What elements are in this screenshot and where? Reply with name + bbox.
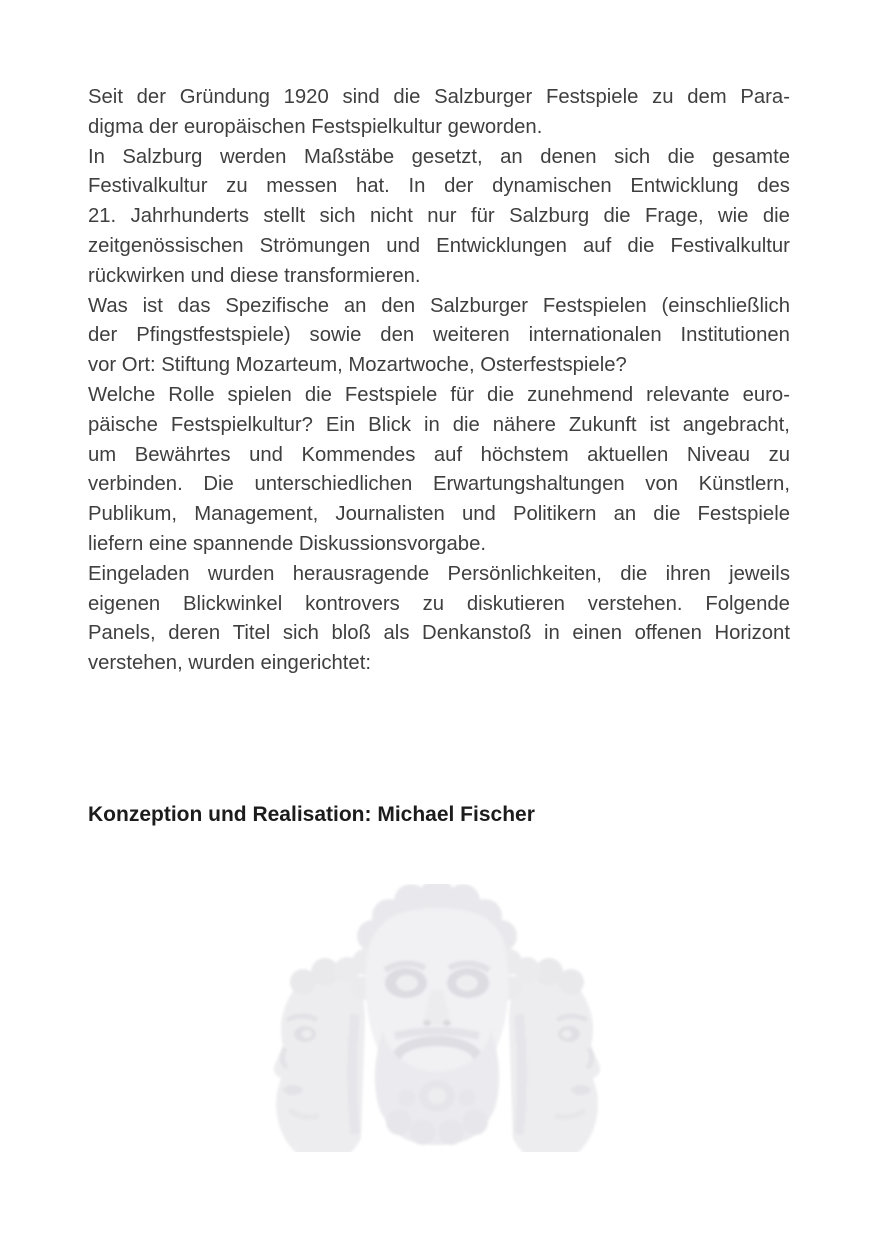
text-line: Welche Rolle spielen die Festspiele für die zunehmend relevante euro- <box>88 383 790 406</box>
text-line: zeitgenössischen Strömungen und Entwicklungen auf die Festivalkultur <box>88 234 790 257</box>
text-line: 21. Jahrhunderts stellt sich nicht nur für Salzburg die Frage, wie die <box>88 205 790 228</box>
text-line: Was ist das Spezifische an den Salzburger Festspielen (einschließlich <box>88 294 790 317</box>
text-line: päische Festspielkultur? Ein Blick in die nähere Zukunft ist angebracht, <box>88 413 790 436</box>
theatre-masks-icon <box>261 884 613 1152</box>
theatre-masks-image <box>261 884 613 1152</box>
text-line: rückwirken und diese transformieren. <box>88 264 421 287</box>
text-line: Panels, deren Titel sich bloß als Denkanstoß in einen offenen Horizont <box>88 622 790 645</box>
credit-line: Konzeption und Realisation: Michael Fischer <box>88 803 535 826</box>
paragraph-4 <box>88 381 790 560</box>
text-line: um Bewährtes und Kommendes auf höchstem aktuellen Niveau zu <box>88 443 790 466</box>
text-line: verbinden. Die unterschiedlichen Erwartungshaltungen von Künstlern, <box>88 473 790 496</box>
text-line: liefern eine spannende Diskussionsvorgabe. <box>88 532 486 555</box>
paragraph-5 <box>88 560 790 679</box>
paragraph-2 <box>88 143 790 292</box>
text-line: Festivalkultur zu messen hat. In der dynamischen Entwicklung des <box>88 175 790 198</box>
text-block <box>88 83 790 679</box>
text-line: Seit der Gründung 1920 sind die Salzburger Festspiele zu dem Para- <box>88 86 790 108</box>
text-line: Publikum, Management, Journalisten und Politikern an die Festspiele <box>88 503 790 526</box>
paragraph-1 <box>88 83 790 143</box>
text-line: der Pfingstfestspiele) sowie den weiteren internationalen Institutionen <box>88 324 790 347</box>
paragraph-3 <box>88 292 790 381</box>
text-line: eigenen Blickwinkel kontrovers zu diskutieren verstehen. Folgende <box>88 592 790 615</box>
text-line: vor Ort: Stiftung Mozarteum, Mozartwoche, Osterfestspiele? <box>88 354 627 377</box>
text-line: Eingeladen wurden herausragende Persönlichkeiten, die ihren jeweils <box>88 562 790 585</box>
text-line: In Salzburg werden Maßstäbe gesetzt, an denen sich die gesamte <box>88 145 790 168</box>
text-line: digma der europäischen Festspielkultur geworden. <box>88 115 543 138</box>
text-line: verstehen, wurden eingerichtet: <box>88 652 371 675</box>
